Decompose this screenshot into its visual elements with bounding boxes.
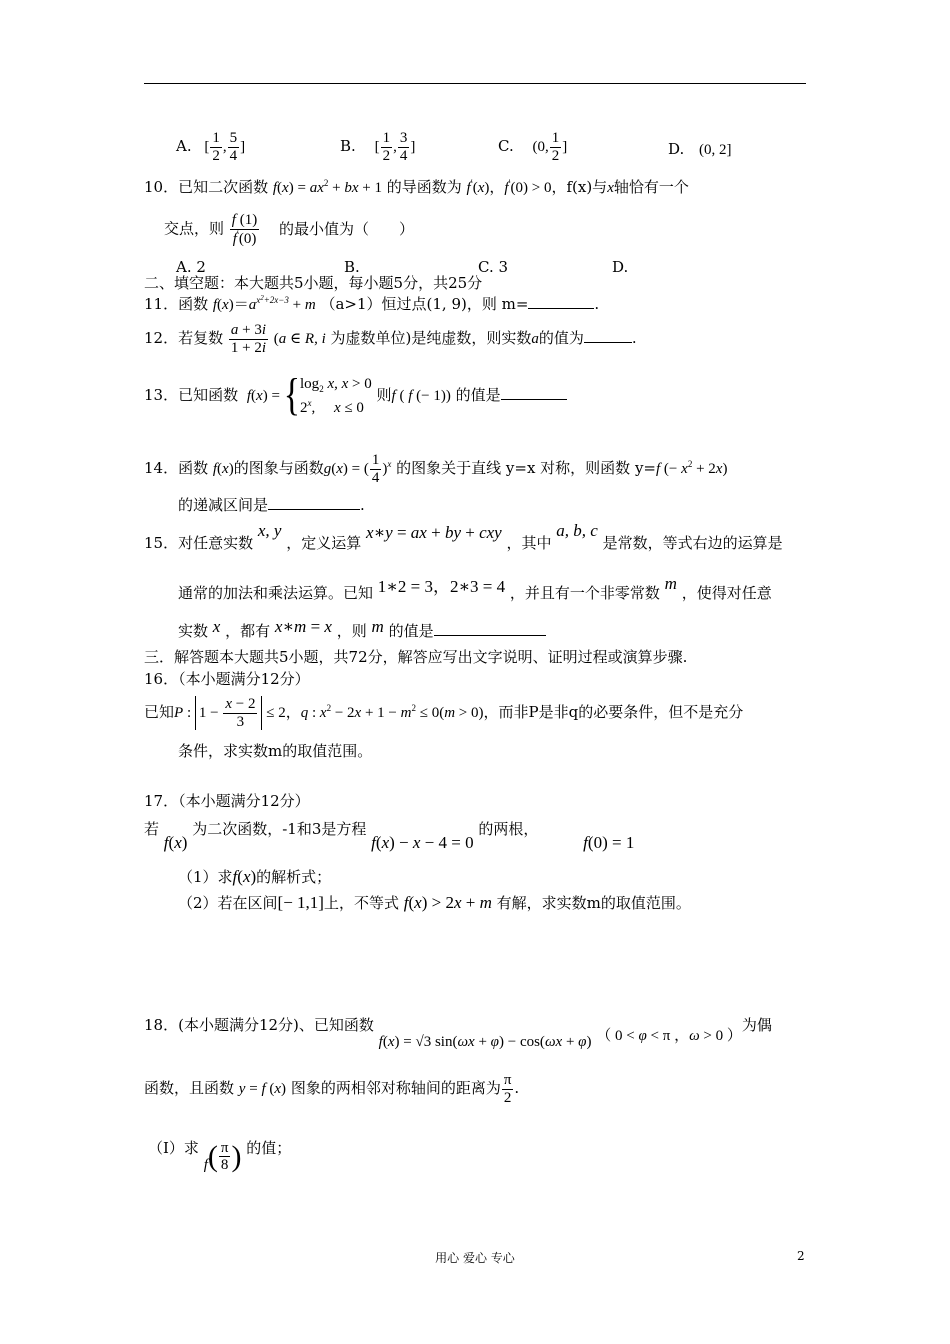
q16-line1: 已知P : 1 − $\frac{x - 2}{3}$ ≤ 2，q : $x^2 - 2x + 1 - m^2 \le 0(m > 0)$，而非P是非q的必要条件，但不是充分 xyxy=(144,696,744,730)
q17-line1: 若 f(x) 为二次函数，-1和3是方程 f(x) − x − 4 = 0 的两根， f(0) = 1 xyxy=(144,820,635,852)
q15-line2: 通常的加法和乘法运算。已知 1∗2 = 3，2∗3 = 4 ，并且有一个非零常数 m ，使得对任意 xyxy=(178,574,772,602)
section-3-heading: 三．解答题本大题共5小题，共72分，解答应写出文字说明、证明过程或演算步骤. xyxy=(144,648,688,666)
q16-line2: 条件，求实数m的取值范围。 xyxy=(178,742,373,760)
q15-line3: 实数 x ，都有 x∗m = x ，则 m 的值是 xyxy=(178,616,546,637)
q10-line2: 交点，则 $\frac{f (1)}{f'(0)}$ 的最小值为（ ） xyxy=(164,212,415,247)
q18-line2: 函数，且函数 y = f (x) 图象的两相邻对称轴间的距离为 $\frac{\pi}{2}$ . xyxy=(144,1072,520,1106)
page-footer: 用心 爱心 专心 xyxy=(435,1251,515,1265)
section-2-heading: 二、填空题：本大题共5小题，每小题5分，共25分 xyxy=(144,274,483,292)
q10-option-c: C. 3 xyxy=(478,258,509,276)
q18-part1: （Ⅰ）求 f( $\frac{\pi}{8}$ ) 的值； xyxy=(148,1138,292,1174)
q17-part2: （2）若在区间[− 1,1]上，不等式 f(x) > 2x + m 有解，求实数m的取值范围。 xyxy=(178,893,691,912)
q10-option-b: B. xyxy=(344,258,360,276)
q15-line1: 15．对任意实数 x, y ，定义运算 x∗y = ax + by + cxy ，其中 a, b, c 是常数，等式右边的运算是 xyxy=(144,521,783,552)
q14-line2: 的递减区间是 . xyxy=(178,496,365,514)
q17-part1: （1）求f(x)的解析式； xyxy=(178,867,332,886)
q10-line1: 10．已知二次函数 $f(x) = ax^2$ + bx + 1 的导函数为 f′(x)，f′(0) > 0，f(x)与x轴恰有一个 xyxy=(144,178,689,196)
q10-option-a: A. 2 xyxy=(176,258,206,276)
q11: 11．函数 $f(x)=a^{x^2+2x-3} + m$ （a>1）恒过点(1, 9)，则 m= . xyxy=(144,294,600,313)
q17-title: 17．（本小题满分12分） xyxy=(144,792,310,810)
q9-option-b: B. [ $\frac{1}{2}$ , $\frac{3}{4}$ ] xyxy=(340,130,416,164)
q13: 13．已知函数 $f(x) = \{\log_2$ x, x > 0 2$^x$, x ≤ 0 则f ( f (− 1)) 的值是 xyxy=(144,372,567,420)
header-rule xyxy=(144,83,806,84)
page-number: 2 xyxy=(797,1249,805,1263)
q12: 12．若复数 $\frac{a + 3i}{1 + 2i}$ (a ∈ R, i 为虚数单位)是纯虚数，则实数a的值为 . xyxy=(144,322,637,356)
q9-option-c: C. (0, $\frac{1}{2}$ ] xyxy=(498,130,568,164)
q14-line1: 14．函数 f(x)的图象与函数g(x) = ( $\frac{1}{4}$ )$^x$ 的图象关于直线 y=x 对称，则函数 y=f (− $x^2 + 2x$) xyxy=(144,452,728,486)
q10-option-d: D. xyxy=(612,258,629,276)
q16-title: 16．（本小题满分12分） xyxy=(144,670,310,688)
q9-option-d: D. (0, 2] xyxy=(668,140,732,158)
q9-option-a: A. [ $\frac{1}{2}$ , $\frac{5}{4}$ ] xyxy=(176,130,246,164)
q18-line1: 18．(本小题满分12分)、已知函数 f(x) = √3 sin(ωx + φ) − cos(ωx + φ) （ 0 < φ < π ，ω > 0 ）为偶 xyxy=(144,1016,772,1050)
